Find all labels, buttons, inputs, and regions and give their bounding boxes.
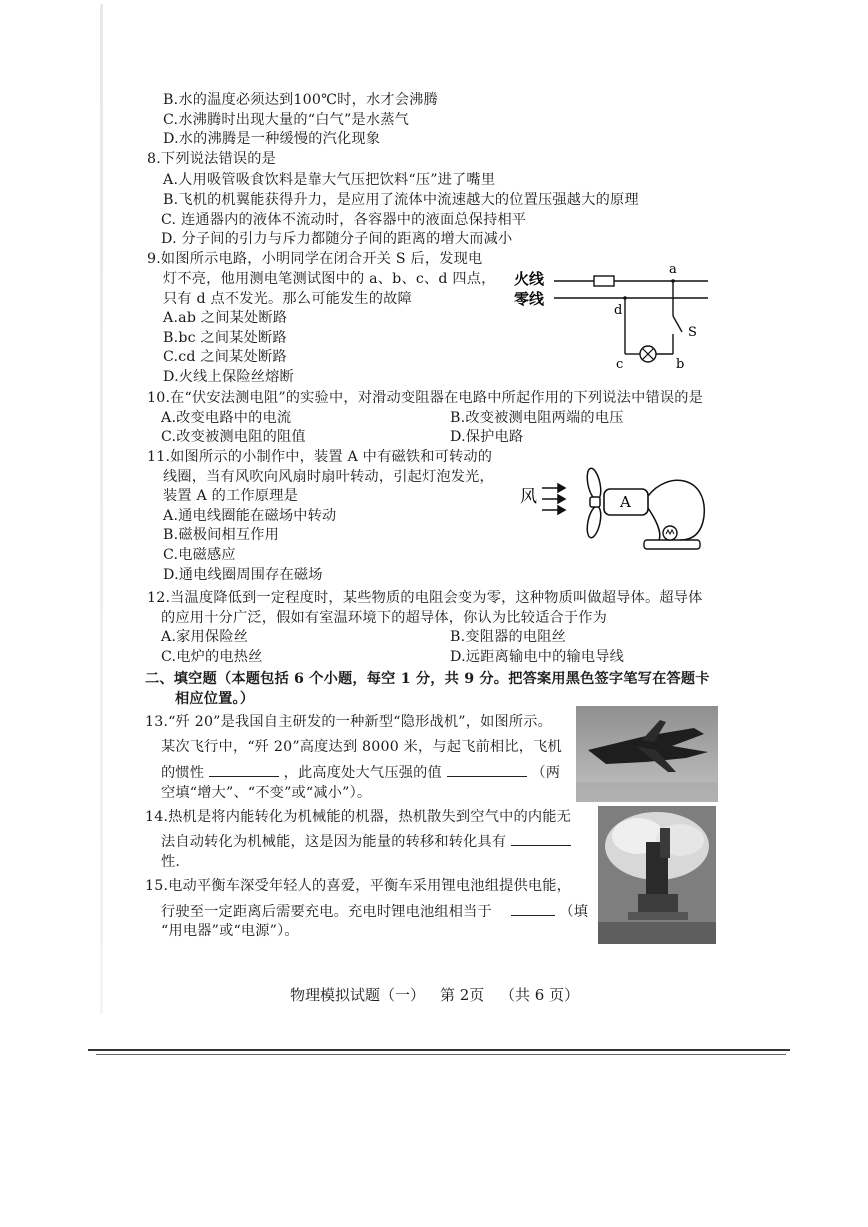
- q11-option-b: B.磁极间相互作用: [163, 527, 280, 543]
- q13-text-b: ，此高度处大气压强的值: [283, 765, 442, 781]
- q8-option-b: B.飞机的机翼能获得升力，是应用了流体中流速越大的位置压强越大的原理: [163, 192, 639, 208]
- engine-icon: [598, 806, 716, 944]
- q11-option-c: C.电磁感应: [163, 547, 236, 563]
- point-a-label: a: [669, 262, 677, 277]
- q9-stem-line2: 灯不亮，他用测电笔测试图中的 a、b、c、d 四点，: [163, 271, 496, 287]
- q9-option-c: C.cd 之间某处断路: [163, 349, 287, 365]
- q8-stem: 8.下列说法错误的是: [147, 151, 277, 167]
- q11-wind-generator-diagram: [518, 466, 718, 558]
- q15-line2: [161, 901, 588, 921]
- fan-blades-icon: [585, 467, 603, 539]
- bottom-rule-2: [96, 1054, 786, 1055]
- q13-fighter-jet-photo: [576, 706, 718, 802]
- q13-text-c: （两: [531, 765, 561, 781]
- q15-text-b: （填: [559, 904, 589, 920]
- switch-s: [673, 316, 682, 332]
- q11-stem-line3: 装置 A 的工作原理是: [163, 488, 298, 504]
- q13-line1: 13.“歼 20”是我国自主研发的一种新型“隐形战机”，如图所示。: [145, 714, 553, 730]
- live-wire-label: 火线: [514, 270, 545, 288]
- q12-option-c: C.电炉的电热丝: [161, 649, 263, 665]
- q7-option-d: D.水的沸腾是一种缓慢的汽化现象: [163, 131, 381, 147]
- device-a-label: A: [620, 493, 631, 511]
- q11-stem-line2: 线圈，当有风吹向风扇时扇叶转动，引起灯泡发光，: [163, 469, 494, 485]
- footer-page-total: （共 6 页）: [500, 986, 580, 1004]
- q11-option-d: D.通电线圈周围存在磁场: [163, 567, 323, 583]
- q9-stem-line3: 只有 d 点不发光。那么可能发生的故障: [163, 291, 412, 307]
- q9-circuit-diagram: [508, 258, 723, 374]
- q10-option-b: B.改变被测电阻两端的电压: [450, 410, 624, 426]
- q12-option-b: B.变阻器的电阻丝: [450, 629, 567, 645]
- q13-line2: 某次飞行中，“歼 20”高度达到 8000 米，与起飞前相比，飞机: [161, 739, 562, 755]
- footer-page-number: 第 2页: [440, 986, 485, 1004]
- point-d-label: d: [614, 303, 623, 318]
- q13-line3: [161, 762, 560, 782]
- q10-option-c: C.改变被测电阻的阻值: [161, 429, 306, 445]
- q8-option-c: C. 连通器内的液体不流动时，各容器中的液面总保持相平: [161, 212, 527, 228]
- scan-shadow: [100, 4, 103, 1014]
- q13-answer-blank-1[interactable]: [209, 762, 279, 777]
- q9-option-a: A.ab 之间某处断路: [163, 310, 288, 326]
- q13-text-a: 的惯性: [161, 765, 205, 781]
- q12-option-a: A.家用保险丝: [161, 629, 249, 645]
- fuse: [594, 276, 614, 286]
- q9-option-b: B.bc 之间某处断路: [163, 330, 287, 346]
- q12-stem-line2: 的应用十分广泛，假如有室温环境下的超导体，你认为比较适合于作为: [161, 610, 608, 626]
- wind-label: 风: [520, 487, 537, 507]
- q15-answer-blank[interactable]: [511, 901, 555, 916]
- q12-stem-line1: 12.当温度降低到一定程度时，某些物质的电阻会变为零，这种物质叫做超导体。超导体: [147, 590, 703, 606]
- q14-line2: [161, 831, 571, 851]
- q10-option-a: A.改变电路中的电流: [161, 410, 292, 426]
- q12-option-d: D.远距离输电中的输电导线: [450, 649, 625, 665]
- q14-text-a: 法自动转化为机械能，这是因为能量的转移和转化具有: [161, 834, 507, 850]
- q7-option-b: B.水的温度必须达到100℃时，水才会沸腾: [163, 92, 438, 108]
- q7-option-c: C.水沸腾时出现大量的“白气”是水蒸气: [163, 112, 409, 128]
- fighter-jet-icon: [576, 706, 718, 802]
- q14-line3: 性.: [161, 854, 181, 870]
- neutral-wire-label: 零线: [514, 290, 545, 308]
- q13-answer-blank-2[interactable]: [447, 762, 527, 777]
- bottom-rule-1: [88, 1049, 790, 1051]
- q15-line3: “用电器”或“电源”）。: [161, 923, 299, 939]
- point-b-label: b: [676, 357, 685, 372]
- q13-line4: 空填“增大”、“不变”或“减小”）。: [161, 785, 372, 801]
- lamp-base: [644, 540, 700, 549]
- q14-answer-blank[interactable]: [511, 831, 571, 846]
- q10-stem: 10.在“伏安法测电阻”的实验中，对滑动变阻器在电路中所起作用的下列说法中错误的是: [147, 390, 704, 406]
- wind-arrows: [542, 484, 565, 514]
- q14-heat-engine-photo: [598, 806, 716, 944]
- q11-option-a: A.通电线圈能在磁场中转动: [163, 508, 337, 524]
- footer-paper-title: 物理模拟试题（一）: [290, 986, 426, 1004]
- switch-s-label: S: [688, 325, 697, 340]
- q10-option-d: D.保护电路: [450, 429, 524, 445]
- section-2-heading-cont: 相应位置。）: [175, 691, 255, 707]
- q15-text-a: 行驶至一定距离后需要充电。充电时锂电池组相当于: [161, 904, 492, 920]
- section-2-heading: 二、填空题（本题包括 6 个小题，每空 1 分，共 9 分。把答案用黑色签字笔写在答题卡: [145, 671, 710, 687]
- q9-option-d: D.火线上保险丝熔断: [163, 369, 294, 385]
- q14-line1: 14.热机是将内能转化为机械能的机器，热机散失到空气中的内能无: [145, 809, 572, 825]
- q8-option-d: D. 分子间的引力与斥力都随分子间的距离的增大而减小: [161, 231, 513, 247]
- point-c-label: c: [616, 357, 624, 372]
- q11-stem-line1: 11.如图所示的小制作中，装置 A 中有磁铁和可转动的: [147, 449, 493, 465]
- q9-stem-line1: 9.如图所示电路，小明同学在闭合开关 S 后，发现电: [147, 251, 483, 267]
- q8-option-a: A.人用吸管吸食饮料是靠大气压把饮料“压”进了嘴里: [163, 172, 496, 188]
- q15-line1: 15.电动平衡车深受年轻人的喜爱，平衡车采用锂电池组提供电能，: [145, 878, 572, 894]
